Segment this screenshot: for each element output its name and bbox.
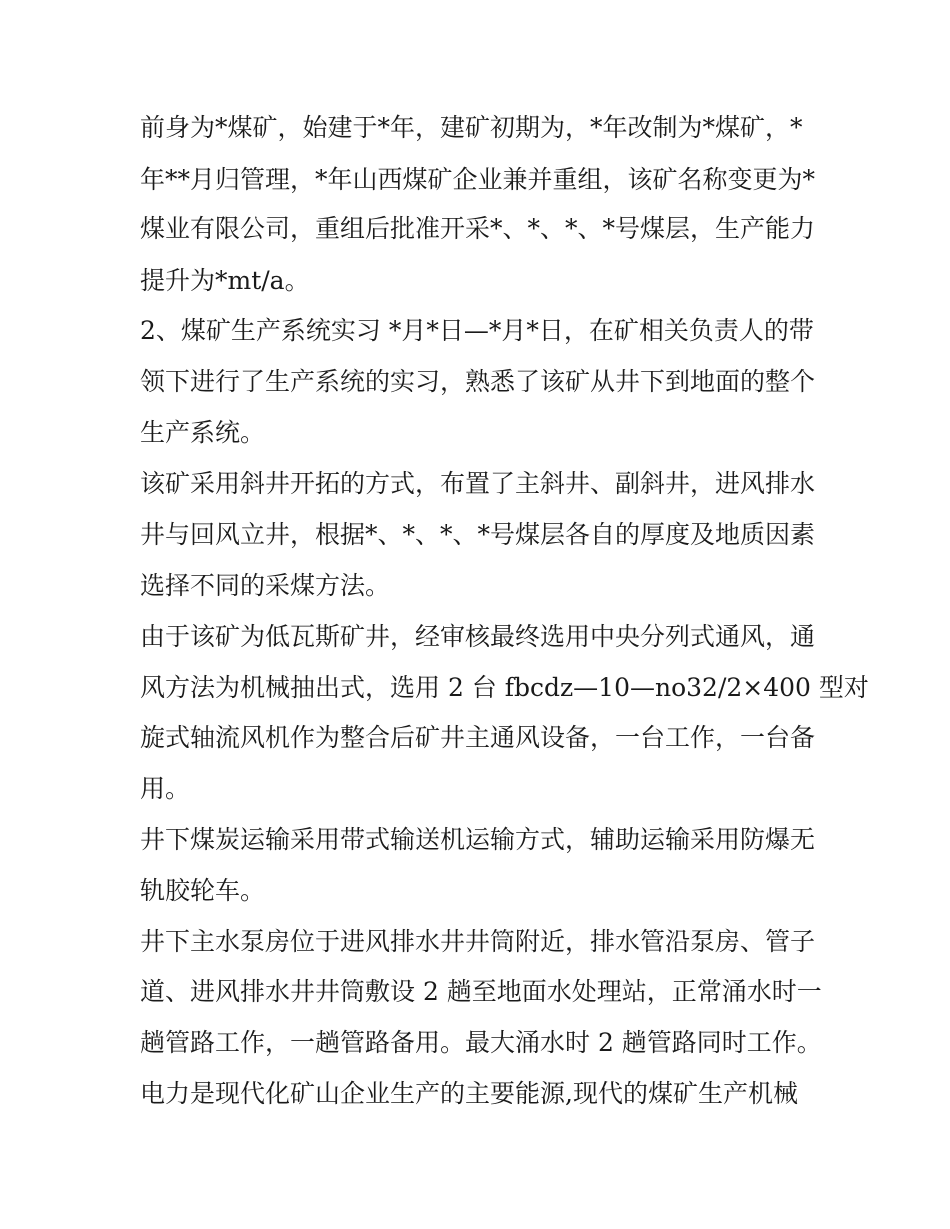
text-line: 风方法为机械抽出式，选用 2 台 fbcdz—10—no32/2×400 型对 [140,673,869,702]
text-line: 选择不同的采煤方法。 [140,571,391,600]
text-line: 2、煤矿生产系统实习 *月*日—*月*日，在矿相关负责人的带 [140,316,814,345]
text-line: 旋式轴流风机作为整合后矿井主通风设备，一台工作，一台备 [140,723,816,752]
text-line: 趟管路工作，一趟管路备用。最大涌水时 2 趟管路同时工作。 [140,1028,822,1057]
text-line: 年**月归管理，*年山西煤矿企业兼并重组，该矿名称变更为* [140,165,816,194]
text-line: 轨胶轮车。 [140,876,266,905]
text-line: 井下煤炭运输采用带式输送机运输方式，辅助运输采用防爆无 [140,825,816,854]
text-line: 领下进行了生产系统的实习，熟悉了该矿从井下到地面的整个 [140,367,816,396]
text-line: 前身为*煤矿，始建于*年，建矿初期为，*年改制为*煤矿，* [140,113,803,142]
text-line: 该矿采用斜井开拓的方式，布置了主斜井、副斜井，进风排水 [140,469,816,498]
text-line: 提升为*mt/a。 [140,266,310,295]
text-line: 道、进风排水井井筒敷设 2 趟至地面水处理站，正常涌水时一 [140,977,822,1006]
text-line: 用。 [140,774,191,803]
text-line: 由于该矿为低瓦斯矿井，经审核最终选用中央分列式通风，通 [140,622,816,651]
text-line: 生产系统。 [140,418,266,447]
text-line: 煤业有限公司，重组后批准开采*、*、*、*号煤层，生产能力 [140,214,816,243]
text-line: 电力是现代化矿山企业生产的主要能源,现代的煤矿生产机械 [140,1079,798,1108]
text-line: 井与回风立井，根据*、*、*、*号煤层各自的厚度及地质因素 [140,520,816,549]
text-line: 井下主水泵房位于进风排水井井筒附近，排水管沿泵房、管子 [140,927,816,956]
